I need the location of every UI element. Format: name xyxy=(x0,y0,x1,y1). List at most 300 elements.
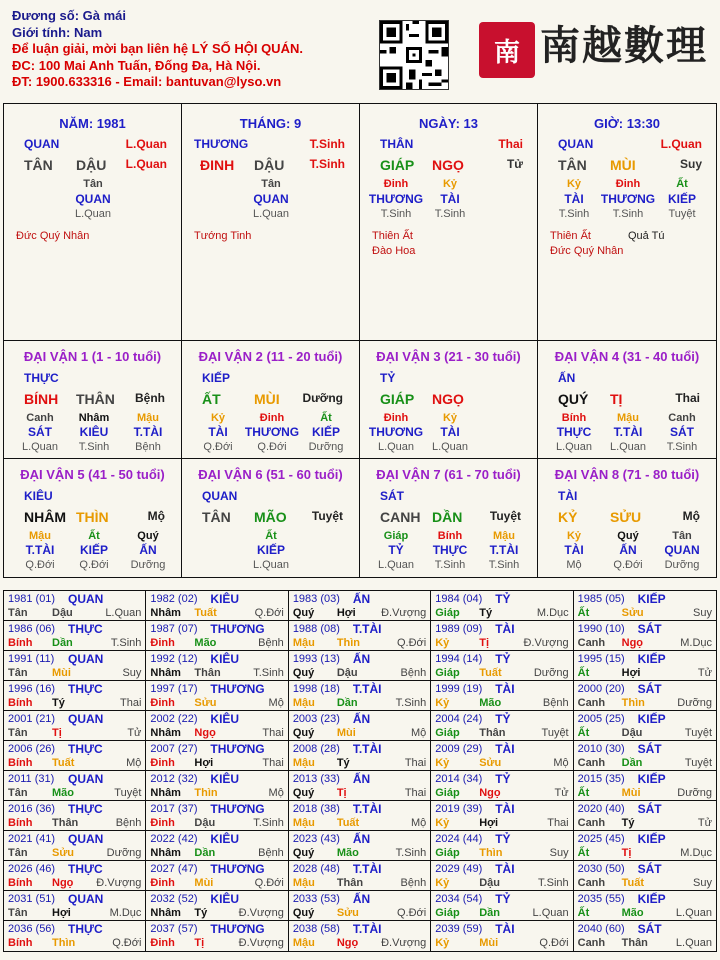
year-chi: Tuất xyxy=(621,877,645,889)
year-chi: Tý xyxy=(336,757,350,769)
year-cell[interactable] xyxy=(146,591,288,620)
year-status: Mộ xyxy=(268,697,284,709)
hidden-stem: Kỷ xyxy=(566,530,582,542)
year-god: KIÊU xyxy=(210,892,240,906)
year-chi: Hợi xyxy=(194,757,214,769)
year-cell[interactable] xyxy=(431,891,573,920)
year-row xyxy=(4,741,716,771)
year-status: Dưỡng xyxy=(677,787,713,799)
year-god: T.TÀI xyxy=(352,922,382,936)
year-can: Bính xyxy=(8,817,33,829)
dai-van-title: ĐẠI VẬN 1 (1 - 10 tuổi) xyxy=(23,349,162,364)
dai-van-7 xyxy=(360,459,538,577)
year-label: 1983 (03) xyxy=(292,593,340,605)
year-cell[interactable] xyxy=(146,861,288,890)
year-god: KIẾP xyxy=(637,652,666,666)
year-label: 2008 (28) xyxy=(292,743,340,755)
year-label: 2007 (27) xyxy=(150,743,198,755)
duong-so: Đương số: Gà mái xyxy=(12,8,127,23)
pillar-title: NGÀY: 13 xyxy=(419,116,478,131)
year-can: Bính xyxy=(8,697,33,709)
year-label: 2012 (32) xyxy=(150,773,198,785)
hidden-stem: Canh xyxy=(26,412,54,424)
year-cell[interactable] xyxy=(146,891,288,920)
hidden-status: L.Quan xyxy=(377,559,415,571)
year-god: SÁT xyxy=(637,802,662,816)
pillar-can: TÂN xyxy=(558,157,587,173)
hidden-status: Q.Đới xyxy=(613,559,643,571)
year-label: 2004 (24) xyxy=(435,713,483,725)
year-status: Q.Đới xyxy=(254,877,284,889)
hidden-status: Dưỡng xyxy=(308,441,344,453)
hidden-status: Q.Đới xyxy=(79,559,109,571)
hidden-stem: Mậu xyxy=(617,412,639,424)
year-cell[interactable] xyxy=(4,681,146,710)
hidden-stem: Ất xyxy=(320,412,332,424)
year-label: 2002 (22) xyxy=(150,713,198,725)
dai-van-status: Thai xyxy=(675,391,700,405)
year-label: 2016 (36) xyxy=(8,803,56,815)
year-cell[interactable] xyxy=(431,771,573,800)
hidden-stem: Ất xyxy=(676,178,688,190)
pillar-can: TÂN xyxy=(24,157,53,173)
year-god: KIÊU xyxy=(210,592,240,606)
year-label: 2023 (43) xyxy=(292,833,340,845)
dai-van-god: KIÊU xyxy=(24,489,53,503)
year-row xyxy=(4,651,716,681)
hidden-status: L.Quan xyxy=(74,208,112,220)
year-cell[interactable] xyxy=(146,801,288,830)
pillar-star: Thiên Ất xyxy=(372,230,413,242)
year-chi: Mùi xyxy=(621,787,641,799)
year-cell[interactable] xyxy=(431,831,573,860)
dai-van-title: ĐẠI VẬN 7 (61 - 70 tuổi) xyxy=(376,467,521,482)
year-cell[interactable] xyxy=(574,591,716,620)
year-status: Bệnh xyxy=(400,877,427,889)
hidden-status: Bệnh xyxy=(135,441,161,453)
hidden-god: T.TÀI xyxy=(25,543,55,557)
pillar-god-status: L.Quan xyxy=(125,137,167,151)
pillar-status: Tử xyxy=(506,157,523,171)
pillar-chi: DẬU xyxy=(76,157,107,173)
hidden-god: THƯƠNG xyxy=(600,192,656,206)
year-can: Bính xyxy=(8,877,33,889)
year-can: Ất xyxy=(577,727,590,739)
year-chi: Thìn xyxy=(52,937,76,949)
year-cell[interactable] xyxy=(289,831,431,860)
year-status: Thai xyxy=(262,757,284,769)
hidden-status: L.Quan xyxy=(21,441,59,453)
year-label: 2022 (42) xyxy=(150,833,198,845)
year-cell[interactable] xyxy=(289,771,431,800)
hidden-status: L.Quan xyxy=(252,559,290,571)
pillar-title: THÁNG: 9 xyxy=(239,116,302,131)
hidden-stem: Tân xyxy=(672,530,692,542)
year-cell[interactable] xyxy=(146,651,288,680)
hidden-stem: Đinh xyxy=(383,178,409,190)
year-cell[interactable] xyxy=(289,681,431,710)
pillar-star: Thiên Ất xyxy=(550,230,591,242)
dai-van-title: ĐẠI VẬN 8 (71 - 80 tuổi) xyxy=(554,467,700,482)
pillar-title: NĂM: 1981 xyxy=(59,116,126,131)
year-chi: Ngọ xyxy=(194,727,216,739)
year-can: Đinh xyxy=(150,817,175,829)
year-chi: Tý xyxy=(479,607,493,619)
hidden-stem: Kỷ xyxy=(566,178,582,190)
hidden-status: T.Sinh xyxy=(612,208,644,220)
year-status: T.Sinh xyxy=(253,667,284,679)
year-row xyxy=(4,591,716,621)
pillar-chi: DẬU xyxy=(254,157,285,173)
year-god: T.TÀI xyxy=(352,622,382,636)
year-cell[interactable] xyxy=(289,891,431,920)
hidden-stem: Đinh xyxy=(259,412,285,424)
year-status: L.Quan xyxy=(105,607,142,619)
year-row xyxy=(4,621,716,651)
year-cell[interactable] xyxy=(431,921,573,951)
year-label: 1986 (06) xyxy=(8,623,56,635)
year-god: THỰC xyxy=(68,742,103,756)
year-cell[interactable] xyxy=(289,591,431,620)
year-chi: Dậu xyxy=(194,817,216,829)
year-cell[interactable] xyxy=(4,741,146,770)
year-god: ẤN xyxy=(352,712,371,726)
year-god: SÁT xyxy=(637,682,662,696)
dai-van-god: TÀI xyxy=(558,489,578,503)
pillar-row xyxy=(4,104,716,341)
hidden-stem: Kỷ xyxy=(442,412,458,424)
year-label: 2034 (54) xyxy=(435,893,483,905)
year-cell[interactable] xyxy=(574,801,716,830)
pillar-god-status: L.Quan xyxy=(660,137,702,151)
year-cell[interactable] xyxy=(146,741,288,770)
year-label: 2010 (30) xyxy=(577,743,625,755)
year-can: Kỷ xyxy=(435,757,450,769)
year-cell[interactable] xyxy=(574,711,716,740)
year-cell[interactable] xyxy=(4,861,146,890)
year-cell[interactable] xyxy=(431,801,573,830)
year-status: Thai xyxy=(404,757,427,769)
year-can: Nhâm xyxy=(150,847,181,859)
year-row xyxy=(4,801,716,831)
pillar-0 xyxy=(4,104,182,341)
hidden-god: THƯƠNG xyxy=(244,425,300,439)
year-label: 2018 (38) xyxy=(292,803,340,815)
year-cell[interactable] xyxy=(4,711,146,740)
year-chi: Tuất xyxy=(479,667,502,679)
year-status: Q.Đới xyxy=(112,937,142,949)
pillar-status: T.Sinh xyxy=(309,157,345,171)
hidden-stem: Tân xyxy=(261,178,281,190)
year-status: Mộ xyxy=(126,757,142,769)
year-god: TỶ xyxy=(495,892,511,906)
year-label: 1993 (13) xyxy=(292,653,340,665)
year-label: 2039 (59) xyxy=(435,923,483,935)
year-cell[interactable] xyxy=(146,621,288,650)
year-cell[interactable] xyxy=(574,861,716,890)
year-cell[interactable] xyxy=(146,921,288,951)
year-chi: Tị xyxy=(479,637,489,649)
year-status: T.Sinh xyxy=(395,697,427,709)
dai-van-row-1 xyxy=(4,341,716,459)
dai-van-can: QUÝ xyxy=(558,391,589,407)
year-chi: Sửu xyxy=(621,607,644,619)
year-status: Tuyệt xyxy=(684,727,713,739)
year-cell[interactable] xyxy=(289,921,431,951)
year-cell[interactable] xyxy=(4,801,146,830)
year-cell[interactable] xyxy=(574,651,716,680)
year-label: 2021 (41) xyxy=(8,833,56,845)
year-cell[interactable] xyxy=(289,801,431,830)
hidden-god: TÀI xyxy=(440,192,460,206)
year-can: Ất xyxy=(577,847,590,859)
year-chi: Ngọ xyxy=(336,937,359,949)
hidden-status: T.Sinh xyxy=(434,559,466,571)
dai-van-chi: DẦN xyxy=(432,509,463,525)
year-can: Bính xyxy=(8,757,33,769)
year-label: 2028 (48) xyxy=(292,863,340,875)
year-label: 1987 (07) xyxy=(150,623,198,635)
dai-van-chi: MÙI xyxy=(254,391,280,407)
year-chi: Tuất xyxy=(336,817,360,829)
pillar-status: L.Quan xyxy=(125,157,167,171)
hidden-status: T.Sinh xyxy=(558,208,590,220)
dai-van-can: BÍNH xyxy=(24,391,59,407)
year-cell[interactable] xyxy=(4,891,146,920)
year-cell[interactable] xyxy=(4,621,146,650)
hidden-status: T.Sinh xyxy=(488,559,520,571)
year-cell[interactable] xyxy=(431,591,573,620)
hidden-status: L.Quan xyxy=(377,441,415,453)
year-status: Dưỡng xyxy=(533,667,569,679)
year-cell[interactable] xyxy=(431,621,573,650)
year-cell[interactable] xyxy=(431,681,573,710)
year-status: Suy xyxy=(549,847,569,859)
year-god: THƯƠNG xyxy=(210,622,265,636)
hidden-god: T.TÀI xyxy=(489,543,519,557)
year-god: KIẾP xyxy=(637,832,666,846)
year-label: 2036 (56) xyxy=(8,923,56,935)
year-cell[interactable] xyxy=(431,861,573,890)
year-cell[interactable] xyxy=(146,831,288,860)
year-can: Kỷ xyxy=(435,877,450,889)
year-label: 2017 (37) xyxy=(150,803,198,815)
year-cell[interactable] xyxy=(4,771,146,800)
hidden-god: ẤN xyxy=(139,543,157,557)
year-chi: Dậu xyxy=(479,877,500,889)
pillar-god: THƯƠNG xyxy=(194,137,249,151)
year-cell[interactable] xyxy=(4,921,146,951)
dai-van-chi: MÃO xyxy=(254,509,287,525)
hidden-stem: Kỷ xyxy=(442,178,458,190)
year-cell[interactable] xyxy=(289,861,431,890)
year-cell[interactable] xyxy=(431,711,573,740)
year-row xyxy=(4,921,716,951)
year-status: Suy xyxy=(693,607,713,619)
year-status: Đ.Vượng xyxy=(238,907,284,919)
year-can: Giáp xyxy=(435,847,460,859)
year-chi: Dần xyxy=(479,907,500,919)
year-cell[interactable] xyxy=(289,711,431,740)
year-chi: Thân xyxy=(194,667,221,679)
dai-van-god: SÁT xyxy=(380,489,404,503)
year-can: Nhâm xyxy=(150,727,181,739)
dai-van-title: ĐẠI VẬN 6 (51 - 60 tuổi) xyxy=(198,467,343,482)
year-chi: Tị xyxy=(52,727,62,739)
year-chi: Mùi xyxy=(479,937,499,949)
hidden-status: T.Sinh xyxy=(434,208,466,220)
year-cell[interactable] xyxy=(4,831,146,860)
year-cell[interactable] xyxy=(146,681,288,710)
year-status: Q.Đới xyxy=(254,607,284,619)
year-can: Mậu xyxy=(292,757,315,769)
year-chi: Sửu xyxy=(194,697,217,709)
year-chi: Dần xyxy=(621,757,643,769)
year-chi: Thân xyxy=(52,817,79,829)
year-status: L.Quan xyxy=(675,907,713,919)
year-status: Tử xyxy=(554,787,569,799)
year-god: KIÊU xyxy=(210,832,240,846)
year-status: Đ.Vượng xyxy=(238,937,284,949)
year-status: Tuyệt xyxy=(684,757,713,769)
dai-van-title: ĐẠI VẬN 2 (11 - 20 tuổi) xyxy=(198,349,343,364)
year-status: M.Dục xyxy=(109,907,142,919)
year-label: 2005 (25) xyxy=(577,713,625,725)
dai-van-8 xyxy=(538,459,716,577)
year-chi: Hợi xyxy=(52,907,71,919)
dai-van-1 xyxy=(4,341,182,459)
year-cell[interactable] xyxy=(146,711,288,740)
year-god: THỰC xyxy=(68,682,103,696)
year-label: 1990 (10) xyxy=(577,623,625,635)
dai-van-status: Dưỡng xyxy=(302,391,343,405)
year-label: 2003 (23) xyxy=(292,713,340,725)
dai-van-chi: TỊ xyxy=(610,391,623,407)
hidden-god: QUAN xyxy=(253,192,289,206)
year-status: Dưỡng xyxy=(106,847,142,859)
hidden-stem: Mậu xyxy=(137,412,159,424)
year-status: T.Sinh xyxy=(110,637,142,649)
year-chi: Hợi xyxy=(336,607,356,619)
year-cell[interactable] xyxy=(574,681,716,710)
year-cell[interactable] xyxy=(4,591,146,620)
dai-van-god: THỰC xyxy=(24,371,59,385)
hidden-god: SÁT xyxy=(28,425,52,439)
year-cell[interactable] xyxy=(431,651,573,680)
year-can: Mậu xyxy=(292,937,315,949)
year-label: 2006 (26) xyxy=(8,743,56,755)
year-cell[interactable] xyxy=(574,621,716,650)
year-god: ẤN xyxy=(352,592,371,606)
year-status: Q.Đới xyxy=(397,907,427,919)
year-can: Bính xyxy=(8,937,33,949)
year-label: 2038 (58) xyxy=(292,923,340,935)
year-status: Suy xyxy=(122,667,142,679)
year-god: THƯƠNG xyxy=(210,742,265,756)
year-can: Tân xyxy=(8,667,28,679)
year-cell[interactable] xyxy=(289,621,431,650)
pillar-god: QUAN xyxy=(558,137,594,151)
year-can: Tân xyxy=(8,607,28,619)
pillar-god: THÂN xyxy=(380,137,414,151)
year-chi: Thìn xyxy=(336,637,361,649)
dai-van-title: ĐẠI VẬN 4 (31 - 40 tuổi) xyxy=(554,349,700,364)
year-label: 2030 (50) xyxy=(577,863,625,875)
year-can: Giáp xyxy=(435,907,460,919)
year-cell[interactable] xyxy=(574,921,716,951)
year-cell[interactable] xyxy=(574,891,716,920)
hidden-status: L.Quan xyxy=(431,441,469,453)
dai-van-row-2 xyxy=(4,459,716,577)
year-god: KIÊU xyxy=(210,712,240,726)
hidden-god: TÀI xyxy=(440,425,460,439)
year-can: Tân xyxy=(8,847,28,859)
year-cell[interactable] xyxy=(574,741,716,770)
hidden-god: T.TÀI xyxy=(613,425,643,439)
pillar-title: GIỜ: 13:30 xyxy=(593,116,660,131)
dai-van-2 xyxy=(182,341,360,459)
year-chi: Tý xyxy=(621,817,635,829)
hidden-god: SÁT xyxy=(670,425,694,439)
year-can: Kỷ xyxy=(435,937,450,949)
dai-van-god: QUAN xyxy=(202,489,238,503)
year-status: Mộ xyxy=(410,817,427,829)
year-status: Dưỡng xyxy=(677,697,713,709)
year-god: TỶ xyxy=(495,652,511,666)
pillar-star: Đức Quý Nhân xyxy=(550,245,624,257)
year-label: 2001 (21) xyxy=(8,713,56,725)
hidden-stem: Quý xyxy=(137,530,159,542)
year-chi: Mão xyxy=(479,697,502,709)
hidden-status: L.Quan xyxy=(555,441,593,453)
dai-van-can: TÂN xyxy=(202,509,231,525)
year-status: M.Dục xyxy=(536,607,569,619)
year-label: 1985 (05) xyxy=(577,593,625,605)
year-status: L.Quan xyxy=(532,907,569,919)
year-table xyxy=(3,590,717,952)
year-god: T.TÀI xyxy=(352,862,382,876)
year-cell[interactable] xyxy=(146,771,288,800)
year-cell[interactable] xyxy=(289,651,431,680)
year-chi: Mùi xyxy=(336,727,356,739)
hidden-god: KIẾP xyxy=(311,425,341,439)
year-can: Quý xyxy=(292,907,315,919)
year-chi: Mùi xyxy=(194,877,214,889)
year-cell[interactable] xyxy=(574,771,716,800)
year-status: Mộ xyxy=(410,727,427,739)
year-status: Tử xyxy=(127,727,142,739)
red-seal-logo: 南 xyxy=(479,22,535,78)
year-label: 2037 (57) xyxy=(150,923,198,935)
year-cell[interactable] xyxy=(431,741,573,770)
year-cell[interactable] xyxy=(4,651,146,680)
year-god: THƯƠNG xyxy=(210,682,265,696)
qr-code-icon[interactable] xyxy=(379,20,449,90)
year-status: Đ.Vượng xyxy=(96,877,142,889)
year-label: 2024 (44) xyxy=(435,833,483,845)
hidden-stem: Kỷ xyxy=(210,412,226,424)
year-chi: Thân xyxy=(479,727,506,739)
year-god: KIÊU xyxy=(210,772,240,786)
year-god: TỶ xyxy=(495,832,511,846)
year-cell[interactable] xyxy=(289,741,431,770)
hidden-god: KIẾP xyxy=(667,192,697,206)
year-god: TỶ xyxy=(495,772,511,786)
year-status: T.Sinh xyxy=(538,877,569,889)
year-status: Thai xyxy=(120,697,142,709)
year-row xyxy=(4,771,716,801)
year-cell[interactable] xyxy=(574,831,716,860)
